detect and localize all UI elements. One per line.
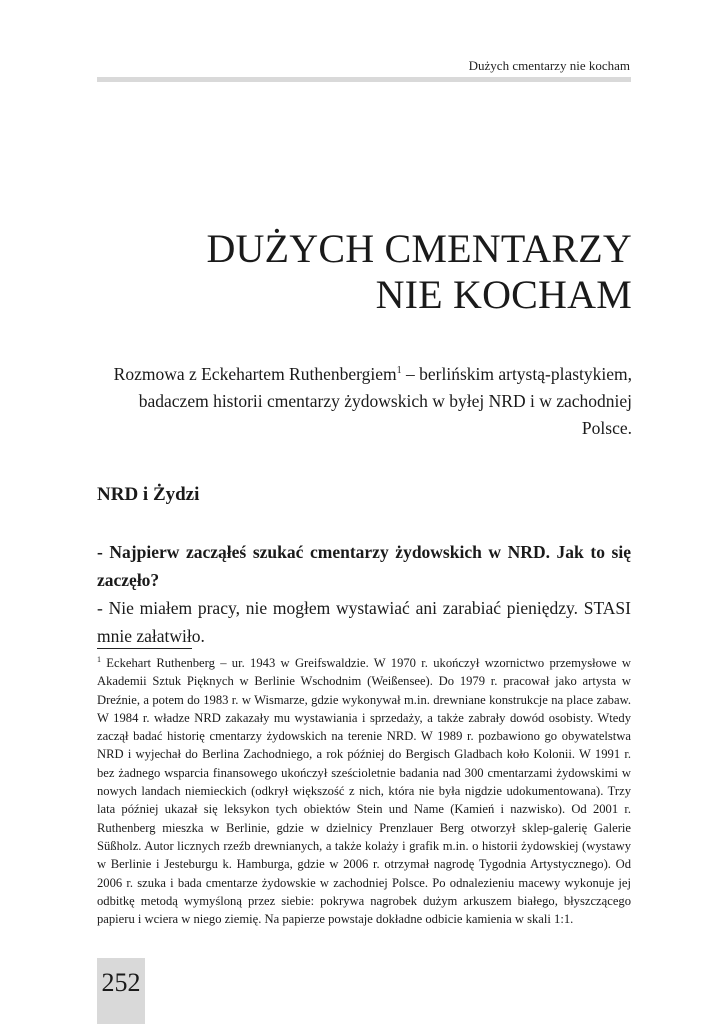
interview-question: - Najpierw zacząłeś szukać cmentarzy żydowskich w NRD. Jak to się zaczęło? bbox=[97, 542, 631, 590]
footnote-text: Eckehart Ruthenberg – ur. 1943 w Greifswaldzie. W 1970 r. ukończył wzornictwo przemysłowe w Akademii Sztuk Pięknych w Berlinie Wschodnim (Weißensee). Do 1979 r. pracował jako artysta w Dreźnie, a potem do 1983 r. w Wismarze, gdzie wykonywał m.in. drewniane konstrukcje na place zabaw. W 1984 r. władze NRD zakazały mu wystawiania i sprzedaży, a także zabrały dowód osobisty. Wtedy zaczął badać historię cmentarzy żydowskich na terenie NRD. W 1989 r. pozbawiono go obywatelstwa NRD i wyjechał do Berlina Zachodniego, a rok później do Bergisch Gladbach koło Kolonii. W 1991 r. bez żadnego wsparcia finansowego ukończył sześcioletnie badania nad 300 cmentarzami żydowskimi w nowych landach niemieckich (odkrył większość z nich, która nie była nigdzie udokumentowana). Trzy lata później ukazał się leksykon tych obiektów Stein und Name (Kamień i nazwisko). Od 2001 r. Ruthenberg mieszka w Berlinie, gdzie w dzielnicy Prenzlauer Berg otworzył sklep-galerię Galerie Süßholz. Autor licznych rzeźb drewnianych, a także kolaży i grafik m.in. o historii żydowskiej (wystawy w Berlinie i Jesteburgu k. Hamburga, gdzie w 2006 r. otrzymał nagrodę Tygodnia Artystycznego). Od 2006 r. szuka i bada cmentarze żydowskie w zachodniej Polsce. Po odnalezieniu macewy wykonuje jej odbitkę metodą wymyśloną przez siebie: pokrywa nagrobek dużym arkuszem białego, błyszczącego papieru i wciera w niego ziemię. Na papierze powstaje dokładne odbicie kamienia w skali 1:1. bbox=[97, 656, 631, 927]
section-heading: NRD i Żydzi bbox=[97, 484, 200, 505]
subtitle-text-start: Rozmowa z Eckehartem Ruthenbergiem bbox=[113, 364, 397, 384]
dialogue bbox=[97, 538, 631, 650]
page-number-box bbox=[97, 958, 145, 1024]
chapter-title bbox=[206, 226, 632, 318]
footnote bbox=[97, 654, 631, 928]
running-header: Dużych cmentarzy nie kocham bbox=[468, 58, 630, 73]
chapter-title-line-2: NIE KOCHAM bbox=[375, 272, 632, 317]
subtitle-text-end: – berlińskim artystą-plastykiem, badaczem historii cmentarzy żydowskich w byłej NRD i w zachodniej Polsce. bbox=[138, 364, 632, 438]
footnote-reference: 1 bbox=[396, 365, 402, 377]
page-number: 252 bbox=[101, 968, 141, 997]
footnote-rule bbox=[97, 648, 192, 649]
subtitle bbox=[112, 361, 632, 442]
footnote-number: 1 bbox=[97, 654, 101, 664]
chapter-title-line-1: DUŻYCH CMENTARZY bbox=[206, 226, 632, 271]
header-rule bbox=[97, 77, 631, 82]
interview-answer: - Nie miałem pracy, nie mogłem wystawiać ani zarabiać pieniędzy. STASI mnie załatwiło. bbox=[97, 598, 631, 646]
